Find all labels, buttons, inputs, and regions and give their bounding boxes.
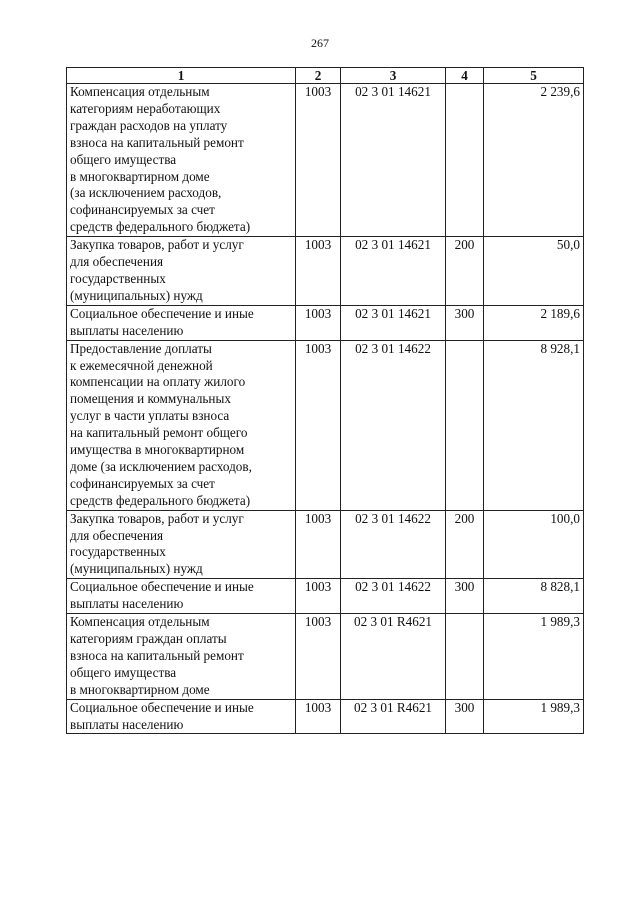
amount-cell: 100,0 [484, 510, 584, 579]
row-name-line: компенсации на оплату жилого [70, 374, 246, 390]
row-name-line: софинансируемых за счет [70, 202, 215, 218]
row-name-line: Компенсация отдельным [70, 84, 210, 99]
row-name-line: средств федерального бюджета) [70, 219, 251, 235]
page-number: 267 [311, 36, 329, 50]
row-name-line: взноса на капитальный ремонт [70, 134, 244, 150]
row-name-line: для обеспечения [70, 527, 164, 543]
header-row [67, 68, 584, 84]
row-name-line: Предоставление доплаты [70, 340, 212, 356]
row-name-line: Социальное обеспечение и иные [70, 305, 254, 321]
row-name-line: доме (за исключением расходов, [70, 458, 252, 474]
row-name-line: софинансируемых за счет [70, 475, 215, 491]
table-body [67, 84, 584, 734]
row-name-line: категориям граждан оплаты [70, 631, 227, 646]
expense-type-cell: 300 [446, 699, 484, 734]
section-code-cell: 1003 [296, 237, 341, 306]
table-row [67, 305, 584, 340]
row-name-line: для обеспечения [70, 254, 164, 270]
row-name-line: в многоквартирном доме [70, 681, 210, 697]
section-code-cell: 1003 [296, 510, 341, 579]
row-name-line: граждан расходов на уплату [70, 117, 228, 133]
row-name-line: (за исключением расходов, [70, 185, 222, 201]
row-name-line: взноса на капитальный ремонт [70, 647, 244, 663]
table-row [67, 699, 584, 734]
row-name-line: выплаты населению [70, 716, 184, 732]
item-code-cell: 02 3 01 14621 [341, 305, 446, 340]
row-name-line: средств федерального бюджета) [70, 492, 251, 508]
row-name-cell [67, 305, 296, 340]
item-code-cell: 02 3 01 14622 [341, 340, 446, 510]
section-code-cell: 1003 [296, 614, 341, 700]
expense-type-cell: 200 [446, 510, 484, 579]
table-row [67, 614, 584, 700]
item-code-cell: 02 3 01 14621 [341, 237, 446, 306]
budget-table [66, 67, 584, 734]
row-name-cell [67, 699, 296, 734]
amount-cell: 8 928,1 [484, 340, 584, 510]
table-row [67, 510, 584, 579]
row-name-line: общего имущества [70, 151, 177, 167]
column-header: 1 [67, 68, 296, 84]
row-name-line: Социальное обеспечение и иные [70, 699, 254, 715]
row-name-line: общего имущества [70, 664, 177, 680]
amount-cell: 50,0 [484, 237, 584, 306]
row-name-line: к ежемесячной денежной [70, 357, 213, 373]
amount-cell: 2 189,6 [484, 305, 584, 340]
column-header: 3 [341, 68, 446, 84]
amount-cell: 1 989,3 [484, 614, 584, 700]
row-name-line: (муниципальных) нужд [70, 287, 203, 303]
row-name-cell [67, 237, 296, 306]
row-name-line: в многоквартирном доме [70, 168, 210, 184]
amount-cell: 2 239,6 [484, 84, 584, 237]
column-header: 4 [446, 68, 484, 84]
column-header: 2 [296, 68, 341, 84]
expense-type-cell: 300 [446, 305, 484, 340]
item-code-cell: 02 3 01 R4621 [341, 614, 446, 700]
row-name-line: на капитальный ремонт общего [70, 425, 248, 441]
amount-cell: 8 828,1 [484, 579, 584, 614]
expense-type-cell [446, 84, 484, 237]
expense-type-cell [446, 614, 484, 700]
row-name-line: услуг в части уплаты взноса [70, 408, 230, 424]
row-name-line: помещения и коммунальных [70, 391, 231, 407]
section-code-cell: 1003 [296, 579, 341, 614]
item-code-cell: 02 3 01 R4621 [341, 699, 446, 734]
item-code-cell: 02 3 01 14622 [341, 510, 446, 579]
section-code-cell: 1003 [296, 305, 341, 340]
item-code-cell: 02 3 01 14622 [341, 579, 446, 614]
row-name-cell [67, 340, 296, 510]
table-row [67, 340, 584, 510]
table-row [67, 579, 584, 614]
row-name-cell [67, 614, 296, 700]
row-name-line: выплаты населению [70, 322, 184, 338]
row-name-cell [67, 510, 296, 579]
row-name-cell [67, 84, 296, 237]
row-name-cell [67, 579, 296, 614]
column-header: 5 [484, 68, 584, 84]
section-code-cell: 1003 [296, 340, 341, 510]
expense-type-cell: 300 [446, 579, 484, 614]
row-name-line: выплаты населению [70, 596, 184, 612]
row-name-line: Компенсация отдельным [70, 614, 210, 630]
row-name-line: Закупка товаров, работ и услуг [70, 510, 244, 526]
row-name-line: (муниципальных) нужд [70, 561, 203, 577]
row-name-line: категориям неработающих [70, 100, 221, 116]
expense-type-cell [446, 340, 484, 510]
row-name-line: государственных [70, 544, 166, 560]
section-code-cell: 1003 [296, 84, 341, 237]
item-code-cell: 02 3 01 14621 [341, 84, 446, 237]
amount-cell: 1 989,3 [484, 699, 584, 734]
table-row [67, 84, 584, 237]
section-code-cell: 1003 [296, 699, 341, 734]
row-name-line: имущества в многоквартирном [70, 442, 245, 458]
row-name-line: Социальное обеспечение и иные [70, 579, 254, 595]
table-row [67, 237, 584, 306]
row-name-line: государственных [70, 270, 166, 286]
expense-type-cell: 200 [446, 237, 484, 306]
row-name-line: Закупка товаров, работ и услуг [70, 237, 244, 253]
